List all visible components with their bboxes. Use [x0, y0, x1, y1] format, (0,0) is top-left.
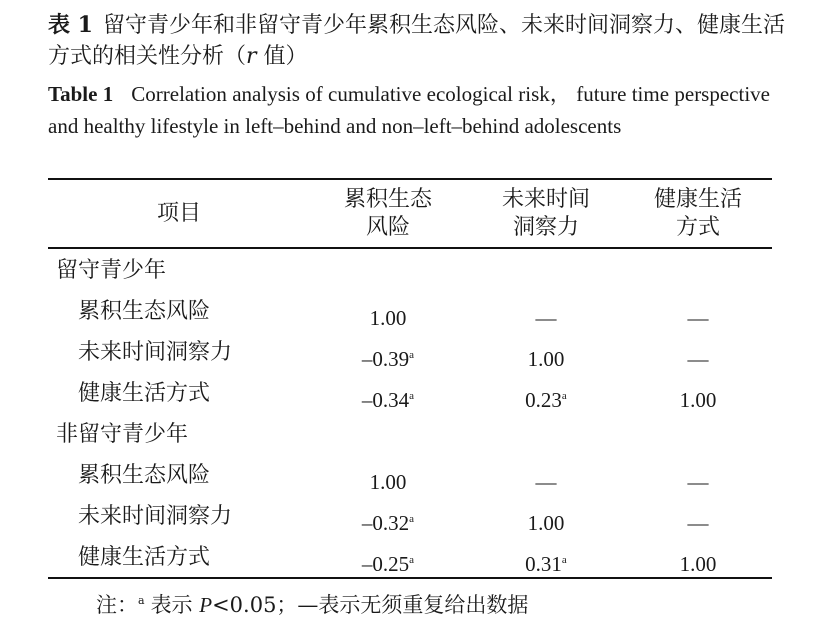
- header-cumulative-risk: [318, 186, 458, 242]
- note-text: <0.05；—表示无须重复给出数据: [212, 593, 529, 617]
- header-line: 方式: [675, 215, 720, 240]
- cell-value: 1.00: [369, 306, 407, 330]
- table-row: [48, 457, 772, 497]
- table-top-rule: [48, 178, 772, 180]
- table-caption-chinese: [48, 10, 788, 72]
- cell-value: 0.23$^a$: [525, 388, 567, 412]
- row-label: 未来时间洞察力: [78, 340, 233, 365]
- cell-value: 1.00: [679, 552, 717, 576]
- note-prefix: 注：: [96, 593, 138, 617]
- note-p-symbol: P: [199, 593, 213, 617]
- header-line: 风险: [365, 215, 410, 240]
- row-label: 健康生活方式: [78, 381, 211, 406]
- table-label-english: Table 1: [48, 82, 114, 106]
- header-line: 健康生活: [653, 187, 742, 212]
- cell-value: —: [687, 511, 709, 535]
- row-label: 健康生活方式: [78, 545, 211, 570]
- table-row: [48, 293, 772, 333]
- caption-text-chinese: 留守青少年和非留守青少年累积生态风险、未来时间洞察力、健康生活方式的相关性分析: [48, 13, 785, 69]
- table-bottom-rule: [48, 577, 772, 579]
- group-label-non-left-behind: 非留守青少年: [56, 422, 189, 447]
- header-line: 累积生态: [343, 187, 432, 212]
- note-text: 表示: [150, 593, 200, 617]
- caption-text-english: Correlation analysis of cumulative ecological risk， future time perspective and healthy lifestyle in left–behind and non–left–behind adolescents: [48, 82, 770, 138]
- cell-value: 1.00: [527, 347, 565, 371]
- table-label-chinese: 表 1: [48, 12, 93, 38]
- cell-value: 0.31$^a$: [525, 552, 567, 576]
- cell-value: –0.39$^a$: [361, 347, 415, 371]
- cell-value: —: [687, 470, 709, 494]
- caption-paren-open: （: [224, 44, 247, 69]
- note-sup: a: [138, 594, 145, 607]
- table-row: [48, 375, 772, 415]
- cell-value: –0.34$^a$: [361, 388, 415, 412]
- header-item: 项目: [156, 201, 201, 226]
- table-caption-english: [48, 78, 770, 142]
- table-header-rule: [48, 247, 772, 249]
- cell-value: —: [535, 306, 557, 330]
- cell-value: —: [535, 470, 557, 494]
- cell-value: 1.00: [527, 511, 565, 535]
- table-row: [48, 498, 772, 538]
- r-symbol: r: [246, 44, 257, 69]
- cell-value: 1.00: [679, 388, 717, 412]
- header-line: 洞察力: [512, 215, 579, 240]
- caption-paren-close: 值）: [256, 44, 308, 69]
- table-row: [48, 539, 772, 579]
- cell-value: –0.32$^a$: [361, 511, 415, 535]
- header-healthy-lifestyle: [624, 186, 772, 242]
- row-label: 未来时间洞察力: [78, 504, 233, 529]
- header-line: 未来时间: [501, 187, 590, 212]
- header-future-time-perspective: [472, 186, 620, 242]
- row-label: 累积生态风险: [78, 299, 211, 324]
- table-row: [48, 334, 772, 374]
- row-label: 累积生态风险: [78, 463, 211, 488]
- cell-value: 1.00: [369, 470, 407, 494]
- cell-value: –0.25$^a$: [361, 552, 415, 576]
- cell-value: —: [687, 347, 709, 371]
- group-label-left-behind: 留守青少年: [56, 258, 167, 283]
- table-footnote: [96, 586, 528, 620]
- cell-value: —: [687, 306, 709, 330]
